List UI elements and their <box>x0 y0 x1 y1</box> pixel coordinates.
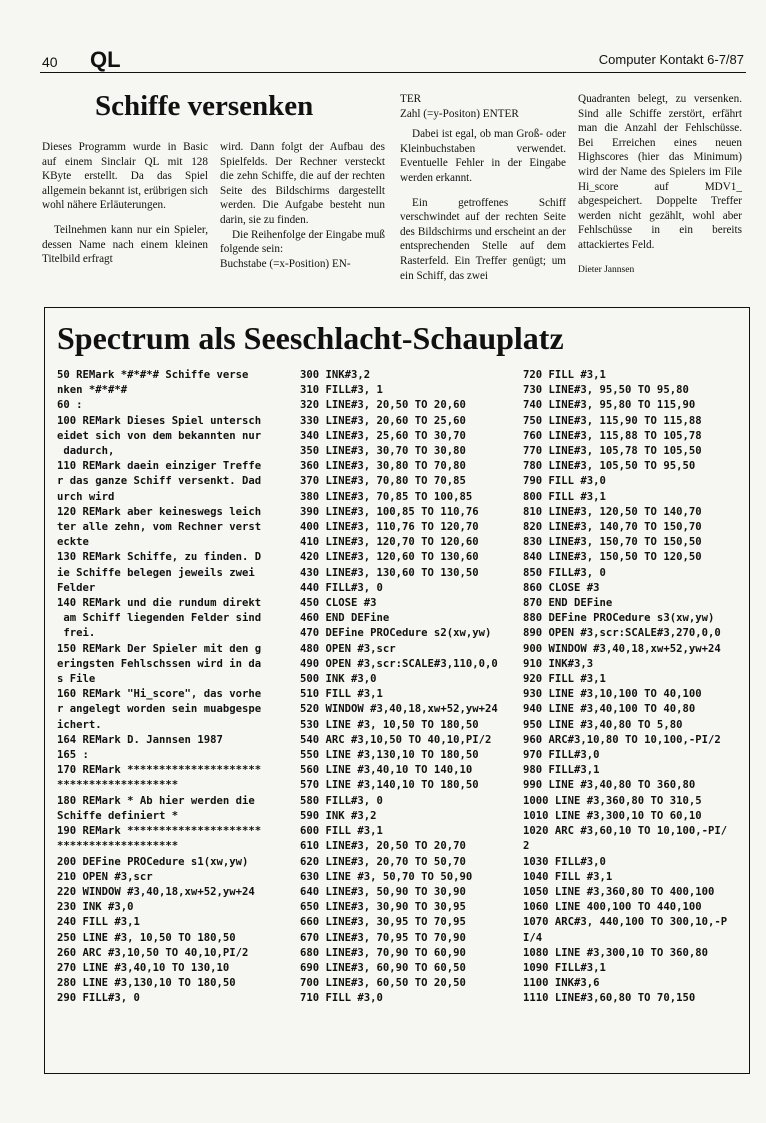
paragraph: Quadranten belegt, zu versenken. Sind alle Schiffe zerstört, erfährt man die Anzahl der Fehlschüsse. Bei Erreichen eines neuen Highscores (hier das Minimum) wird der Name des Spielers im File Hi_score auf MDV1_ abgespeichert. Doppelte Treffer werden nicht gezählt, wohl aber Fehlschüsse in ein bereits attackiertes Feld. <box>578 93 742 251</box>
paragraph: Die Reihenfolge der Eingabe muß folgende sein: <box>220 228 385 256</box>
code-line: 730 LINE#3, 95,50 TO 95,80 <box>523 384 689 397</box>
code-column-3 <box>523 368 745 1007</box>
code-line: 1000 LINE #3,360,80 TO 310,5 <box>523 794 702 807</box>
section-logo: QL <box>90 47 121 72</box>
code-line: 420 LINE#3, 120,60 TO 130,60 <box>300 551 479 564</box>
code-line: 570 LINE #3,140,10 TO 180,50 <box>300 779 479 792</box>
code-line: 680 LINE#3, 70,90 TO 60,90 <box>300 946 466 959</box>
code-line: ******************* <box>57 840 179 853</box>
code-line: 1040 FILL #3,1 <box>523 870 613 883</box>
code-line: 310 FILL#3, 1 <box>300 384 383 397</box>
listing-box <box>44 307 750 1074</box>
code-line: 220 WINDOW #3,40,18,xw+52,yw+24 <box>57 885 255 898</box>
code-line: 460 END DEFine <box>300 612 390 625</box>
article-title: Schiffe versenken <box>95 90 314 122</box>
code-line: 290 FILL#3, 0 <box>57 992 140 1005</box>
code-line: 840 LINE#3, 150,50 TO 120,50 <box>523 551 702 564</box>
paragraph: Ein getroffenes Schiff verschwindet auf der rechten Seite des Bildschirms und erscheint an der entsprechenden Stelle auf dem Rasterfeld. Ein Treffer genügt; um ein Schiff, das zwei <box>400 196 566 282</box>
article-column-4 <box>578 92 742 277</box>
code-line: 164 REMark D. Jannsen 1987 <box>57 733 223 746</box>
code-line: eidet sich von dem bekannten nur <box>57 429 262 442</box>
code-line: 340 LINE#3, 25,60 TO 30,70 <box>300 429 466 442</box>
code-line: 950 LINE #3,40,80 TO 5,80 <box>523 718 683 731</box>
code-line: 520 WINDOW #3,40,18,xw+52,yw+24 <box>300 703 498 716</box>
code-line: r angelegt worden sein muabgespe <box>57 703 262 716</box>
code-line: 620 LINE#3, 20,70 TO 50,70 <box>300 855 466 868</box>
code-line: 200 DEFine PROCedure s1(xw,yw) <box>57 855 249 868</box>
code-line: 990 LINE #3,40,80 TO 360,80 <box>523 779 696 792</box>
magazine-issue: Computer Kontakt 6-7/87 <box>598 52 744 67</box>
code-line: 750 LINE#3, 115,90 TO 115,88 <box>523 414 702 427</box>
listing-title: Spectrum als Seeschlacht-Schauplatz <box>57 320 564 356</box>
code-line: 160 REMark "Hi_score", das vorhe <box>57 688 262 701</box>
code-line: 850 FILL#3, 0 <box>523 566 606 579</box>
code-line: Schiffe definiert * <box>57 809 179 822</box>
code-line: 720 FILL #3,1 <box>523 369 606 381</box>
code-line: 530 LINE #3, 10,50 TO 180,50 <box>300 718 479 731</box>
code-line: s File <box>57 673 96 686</box>
code-line: 510 FILL #3,1 <box>300 688 383 701</box>
code-line: 880 DEFine PROCedure s3(xw,yw) <box>523 612 715 625</box>
code-line: 260 ARC #3,10,50 TO 40,10,PI/2 <box>57 946 249 959</box>
code-line: 780 LINE#3, 105,50 TO 95,50 <box>523 460 696 473</box>
code-line: 590 INK #3,2 <box>300 809 377 822</box>
paragraph: wird. Dann folgt der Aufbau des Spielfelds. Der Rechner versteckt die zehn Schiffe, die auf der rechten Seite des Bildschirms dargestellt werden. Die Aufgabe besteht nun darin, sie zu finden. <box>220 141 385 226</box>
code-line: 800 FILL #3,1 <box>523 490 606 503</box>
paragraph: Buchstabe (=x-Position) EN- <box>220 257 351 270</box>
code-line: 790 FILL #3,0 <box>523 475 606 488</box>
code-line: 480 OPEN #3,scr <box>300 642 396 655</box>
code-line: 1110 LINE#3,60,80 TO 70,150 <box>523 992 696 1005</box>
code-line: 1100 INK#3,6 <box>523 977 600 990</box>
code-line: r das ganze Schiff versenkt. Dad <box>57 475 262 488</box>
article-column-1 <box>42 140 208 277</box>
code-line: nken *#*#*# <box>57 384 128 397</box>
paragraph: Teilnehmen kann nur ein Spieler, dessen Name nach einem kleinen Titelbild erfragt <box>42 223 208 266</box>
code-line: 1020 ARC #3,60,10 TO 10,100,-PI/ <box>523 825 728 838</box>
code-line: 930 LINE #3,10,100 TO 40,100 <box>523 688 702 701</box>
code-line: 820 LINE#3, 140,70 TO 150,70 <box>523 521 702 534</box>
code-line: 300 INK#3,2 <box>300 369 371 381</box>
code-line: 120 REMark aber keineswegs leich <box>57 505 262 518</box>
code-line: 650 LINE#3, 30,90 TO 30,95 <box>300 901 466 914</box>
code-line: 380 LINE#3, 70,85 TO 100,85 <box>300 490 473 503</box>
code-line: 490 OPEN #3,scr:SCALE#3,110,0,0 <box>300 657 498 670</box>
code-line: 770 LINE#3, 105,78 TO 105,50 <box>523 445 702 458</box>
code-line: 920 FILL #3,1 <box>523 673 606 686</box>
code-line: 430 LINE#3, 130,60 TO 130,50 <box>300 566 479 579</box>
code-line: 50 REMark *#*#*# Schiffe verse <box>57 369 249 381</box>
code-line: ie Schiffe belegen jeweils zwei <box>57 566 255 579</box>
code-line: 710 FILL #3,0 <box>300 992 383 1005</box>
code-line: ichert. <box>57 718 102 731</box>
code-line: 180 REMark * Ab hier werden die <box>57 794 255 807</box>
code-line: 2 <box>523 840 530 853</box>
code-line: eckte <box>57 536 89 549</box>
code-line: 450 CLOSE #3 <box>300 597 377 610</box>
code-line: 210 OPEN #3,scr <box>57 870 153 883</box>
code-line: 1010 LINE #3,300,10 TO 60,10 <box>523 809 702 822</box>
code-line: 390 LINE#3, 100,85 TO 110,76 <box>300 505 479 518</box>
code-line: 580 FILL#3, 0 <box>300 794 383 807</box>
code-line: 910 INK#3,3 <box>523 657 594 670</box>
paragraph: Zahl (=y-Positon) ENTER <box>400 107 519 120</box>
code-line: 100 REMark Dieses Spiel untersch <box>57 414 262 427</box>
code-line: 870 END DEFine <box>523 597 613 610</box>
code-line: 170 REMark ********************* <box>57 764 262 777</box>
code-line: 440 FILL#3, 0 <box>300 581 383 594</box>
code-line: 600 FILL #3,1 <box>300 825 383 838</box>
code-line: 970 FILL#3,0 <box>523 749 600 762</box>
code-line: 550 LINE #3,130,10 TO 180,50 <box>300 749 479 762</box>
code-line: 500 INK #3,0 <box>300 673 377 686</box>
code-line: 165 : <box>57 749 89 762</box>
code-line: 640 LINE#3, 50,90 TO 30,90 <box>300 885 466 898</box>
code-line: 1070 ARC#3, 440,100 TO 300,10,-P <box>523 916 728 929</box>
code-line: 110 REMark daein einziger Treffe <box>57 460 262 473</box>
code-line: I/4 <box>523 931 543 944</box>
code-line: 240 FILL #3,1 <box>57 916 140 929</box>
code-line: 610 LINE#3, 20,50 TO 20,70 <box>300 840 466 853</box>
header-rule <box>40 72 746 73</box>
code-line: Felder <box>57 581 96 594</box>
code-line: 940 LINE #3,40,100 TO 40,80 <box>523 703 696 716</box>
code-line: 830 LINE#3, 150,70 TO 150,50 <box>523 536 702 549</box>
author-credit: Dieter Jannsen <box>578 264 635 275</box>
code-line: 140 REMark und die rundum direkt <box>57 597 262 610</box>
code-line: 1030 FILL#3,0 <box>523 855 606 868</box>
code-line: 330 LINE#3, 20,60 TO 25,60 <box>300 414 466 427</box>
code-line: 960 ARC#3,10,80 TO 10,100,-PI/2 <box>523 733 721 746</box>
code-line: 690 LINE#3, 60,90 TO 60,50 <box>300 961 466 974</box>
paragraph: Dabei ist egal, ob man Groß- oder Kleinbuchstaben verwendet. Eventuelle Fehler in der Eingabe werden erkannt. <box>400 128 566 184</box>
code-line: 1080 LINE #3,300,10 TO 360,80 <box>523 946 708 959</box>
paragraph: Dieses Programm wurde in Basic auf einem Sinclair QL mit 128 KByte erstellt. Da das Spiel allgemein bekannt ist, erübrigen sich wohl nähere Erläuterungen. <box>42 141 208 212</box>
code-line: 810 LINE#3, 120,50 TO 140,70 <box>523 505 702 518</box>
code-line: 470 DEFine PROCedure s2(xw,yw) <box>300 627 492 640</box>
code-line: eringsten Fehlschssen wird in da <box>57 657 262 670</box>
code-line: 760 LINE#3, 115,88 TO 105,78 <box>523 429 702 442</box>
code-line: 280 LINE #3,130,10 TO 180,50 <box>57 977 236 990</box>
code-column-1 <box>57 368 279 1007</box>
paragraph: TER <box>400 93 422 105</box>
code-line: 900 WINDOW #3,40,18,xw+52,yw+24 <box>523 642 721 655</box>
code-line: 130 REMark Schiffe, zu finden. D <box>57 551 262 564</box>
code-line: 400 LINE#3, 110,76 TO 120,70 <box>300 521 479 534</box>
code-line: 560 LINE #3,40,10 TO 140,10 <box>300 764 473 777</box>
code-line: 370 LINE#3, 70,80 TO 70,85 <box>300 475 466 488</box>
code-line: urch wird <box>57 490 115 503</box>
code-line: frei. <box>57 627 96 640</box>
code-line: 740 LINE#3, 95,80 TO 115,90 <box>523 399 696 412</box>
code-line: 540 ARC #3,10,50 TO 40,10,PI/2 <box>300 733 492 746</box>
code-line: dadurch, <box>57 445 115 458</box>
code-line: 700 LINE#3, 60,50 TO 20,50 <box>300 977 466 990</box>
code-line: 270 LINE #3,40,10 TO 130,10 <box>57 961 230 974</box>
code-line: 630 LINE #3, 50,70 TO 50,90 <box>300 870 473 883</box>
code-line: 660 LINE#3, 30,95 TO 70,95 <box>300 916 466 929</box>
code-line: 890 OPEN #3,scr:SCALE#3,270,0,0 <box>523 627 721 640</box>
code-line: 190 REMark ********************* <box>57 825 262 838</box>
code-line: 1060 LINE 400,100 TO 440,100 <box>523 901 702 914</box>
code-line: 320 LINE#3, 20,50 TO 20,60 <box>300 399 466 412</box>
page-number: 40 <box>42 54 58 70</box>
code-line: 250 LINE #3, 10,50 TO 180,50 <box>57 931 236 944</box>
code-line: 860 CLOSE #3 <box>523 581 600 594</box>
article-column-3 <box>400 92 566 293</box>
code-line: 980 FILL#3,1 <box>523 764 600 777</box>
code-line: 60 : <box>57 399 83 412</box>
code-line: 350 LINE#3, 30,70 TO 30,80 <box>300 445 466 458</box>
code-line: ter alle zehn, vom Rechner verst <box>57 521 262 534</box>
code-line: 410 LINE#3, 120,70 TO 120,60 <box>300 536 479 549</box>
code-line: 670 LINE#3, 70,95 TO 70,90 <box>300 931 466 944</box>
code-line: 230 INK #3,0 <box>57 901 134 914</box>
code-line: ******************* <box>57 779 179 792</box>
article-column-2 <box>220 140 385 281</box>
code-line: 1090 FILL#3,1 <box>523 961 606 974</box>
code-line: am Schiff liegenden Felder sind <box>57 612 262 625</box>
code-column-2 <box>300 368 515 1007</box>
code-line: 150 REMark Der Spieler mit den g <box>57 642 262 655</box>
code-line: 1050 LINE #3,360,80 TO 400,100 <box>523 885 715 898</box>
code-line: 360 LINE#3, 30,80 TO 70,80 <box>300 460 466 473</box>
